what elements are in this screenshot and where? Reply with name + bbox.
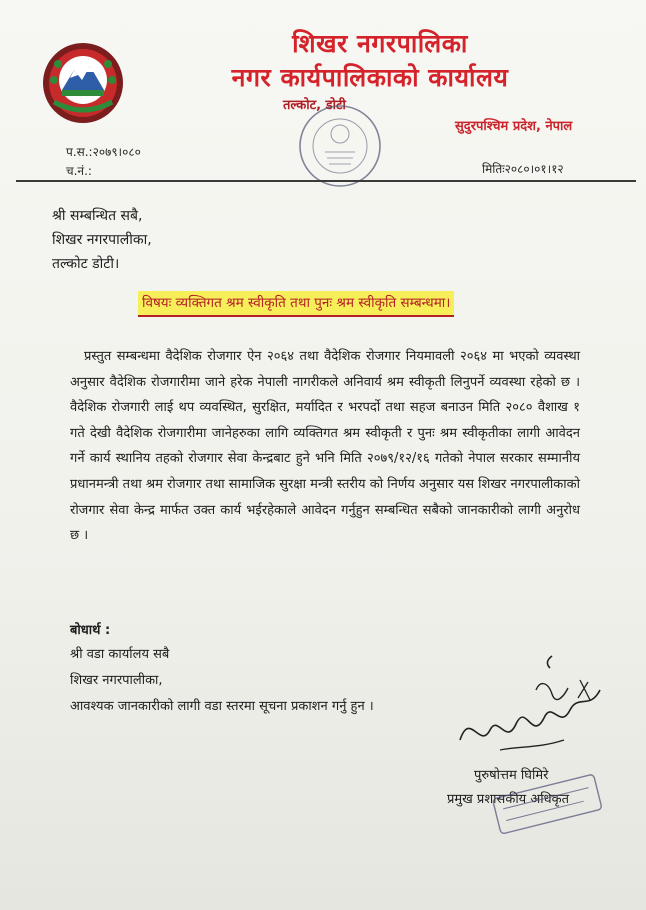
cc-heading: बोधार्थ : [70,623,111,638]
org-name: शिखर नगरपालिका [292,29,468,58]
recipient-line: तल्कोट डोटी। [52,256,120,272]
cc-list [70,642,374,720]
letter-date: मितिः२०८०।०१।१२ [482,162,564,176]
officer-stamp [488,772,608,842]
office-stamp [295,100,385,192]
letter-body: प्रस्तुत सम्बन्धमा वैदेशिक रोजगार ऐन २०६४ तथा वैदेशिक रोजगार नियमावली २०६४ मा भएको व्यवस्था अनुसार वैदेशिक रोजगारीमा जाने हरेक नेपाली नागरीकले अनिवार्य श्रम स्वीकृती लिनुपर्ने व्यवस्था रहेको छ । वैदेशिक रोजगारी लाई थप व्यवस्थित, सुरक्षित, मर्यादित र भरपर्दो तथा सहज बनाउन मिति २०८० वैशाख १ गते देखी वैदेशिक रोजगारीमा जानेहरुका लागि व्यक्तिगत श्रम स्वीकृती र पुनः श्रम स्वीकृतीका लागी आवेदन गर्ने कार्य स्थानिय तहको रोजगार सेवा केन्द्रबाट हुने भनि मिति २०७९/१२/१६ गतेको नेपाल सरकार सम्मानीय प्रधानमन्त्री तथा श्रम रोजगार तथा सामाजिक सुरक्षा मन्त्री स्तरीय को निर्णय अनुसार यस शिखर नगरपालीकाको रोजगार सेवा केन्द्र मार्फत उक्त कार्य भईरहेकाले आवेदन गर्नुहुन सम्बन्धित सबैको जानकारीको लागी अनुरोध छ । [70,349,580,544]
signatory-name: पुरुषोत्तम घिमिरे [474,768,549,783]
recipient-block [52,204,152,276]
letter-subject: विषयः व्यक्तिगत श्रम स्वीकृति तथा पुनः श्रम स्वीकृति सम्बन्धमा। [138,291,454,317]
reference-block [66,143,141,181]
cc-line: शिखर नगरपालीका, [70,673,163,688]
province-label: सुदुरपश्चिम प्रदेश, नेपाल [455,119,573,134]
cc-line: आवश्यक जानकारीको लागी वडा स्तरमा सूचना प्रकाशन गर्नु हुन । [70,699,374,714]
header-divider [16,180,636,182]
recipient-line: श्री सम्बन्धित सबै, [52,208,143,224]
office-location: तल्कोट, डोटी [283,98,346,113]
dispatch-number: च.नं.: [66,164,92,178]
cc-line: श्री वडा कार्यालय सबै [70,647,170,662]
recipient-line: शिखर नगरपालीका, [52,232,152,248]
reference-number: प.स.:२०७९।०८० [66,145,141,159]
office-name: नगर कार्यपालिकाको कार्यालय [231,63,509,92]
signatory-title: प्रमुख प्रशासकीय अधिकृत [447,792,570,807]
nepal-government-emblem [40,40,126,126]
handwritten-signature [440,650,610,770]
